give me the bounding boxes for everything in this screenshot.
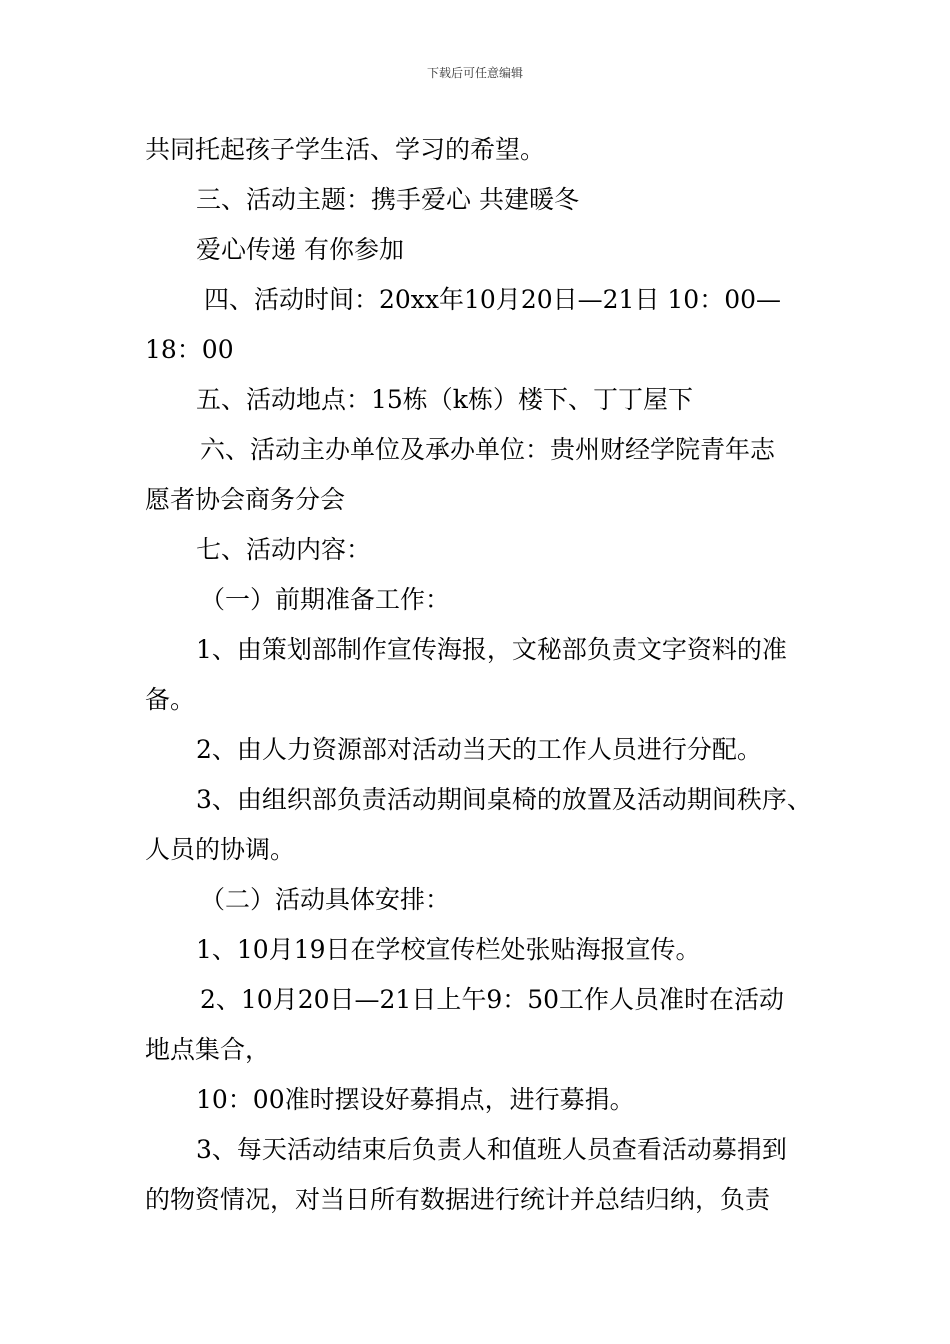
text-line: 3、每天活动结束后负责人和值班人员查看活动募捐到 (196, 1135, 787, 1164)
text-line: 五、活动地点：15栋（k栋）楼下、丁丁屋下 (196, 385, 693, 414)
text-line: 1、10月19日在学校宣传栏处张贴海报宣传。 (196, 935, 701, 964)
text-line: （一）前期准备工作： (200, 585, 451, 614)
text-line: 10：00准时摆设好募捐点，进行募捐。 (196, 1085, 635, 1114)
text-line: 2、由人力资源部对活动当天的工作人员进行分配。 (196, 735, 762, 764)
text-line: 1、由策划部制作宣传海报，文秘部负责文字资料的准 (196, 635, 787, 664)
text-line: 愿者协会商务分会 (145, 485, 346, 514)
text-line: 地点集合， (145, 1035, 271, 1064)
text-line: 人员的协调。 (145, 835, 296, 864)
text-line: 七、活动内容： (196, 535, 372, 564)
text-line: 的物资情况，对当日所有数据进行统计并总结归纳，负责 (145, 1185, 771, 1214)
text-line: 爱心传递 有你参加 (196, 235, 404, 264)
text-line: 2、10月20日—21日上午9：50工作人员准时在活动 (200, 985, 785, 1014)
text-line: 三、活动主题：携手爱心 共建暖冬 (196, 185, 579, 214)
page-header: 下载后可任意编辑 (426, 66, 523, 80)
text-line: 六、活动主办单位及承办单位：贵州财经学院青年志 (200, 435, 776, 464)
text-line: （二）活动具体安排： (200, 885, 451, 914)
text-line: 3、由组织部负责活动期间桌椅的放置及活动期间秩序、 (196, 785, 812, 814)
text-line: 四、活动时间：20xx年10月20日—21日 10：00— (204, 285, 782, 314)
text-line: 18：00 (145, 335, 234, 364)
text-line: 共同托起孩子学生活、学习的希望。 (145, 135, 546, 164)
text-line: 备。 (145, 685, 196, 714)
